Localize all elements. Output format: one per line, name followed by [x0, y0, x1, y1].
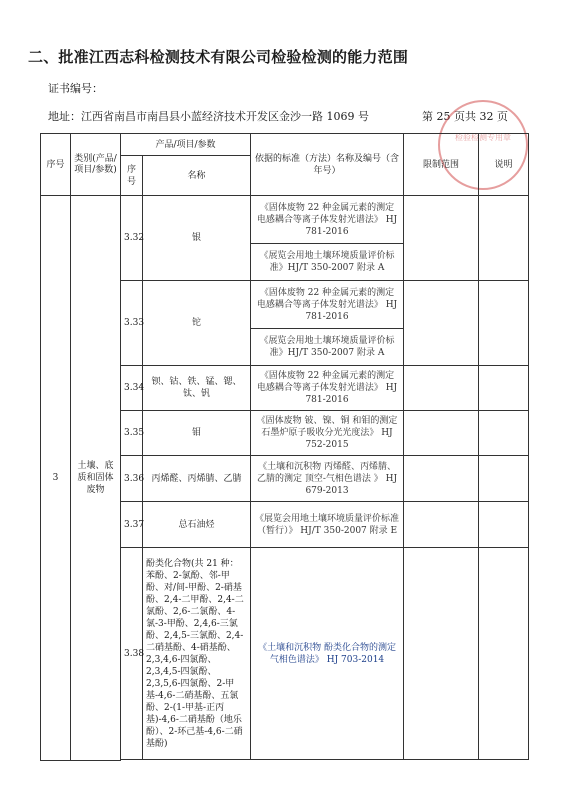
row-standard: 《固体废物 22 种金属元素的测定 电感耦合等离子体发射光谱法》 HJ 781-2016: [251, 196, 404, 244]
row-standard: 《展览会用地土壤环境质量评价标准（暂行）》 HJ/T 350-2007 附录 E: [251, 502, 404, 548]
row-note: [479, 411, 529, 456]
row-id: 3.34: [121, 366, 143, 411]
row-standard: 《土壤和沉积物 酚类化合物的测定 气相色谱法》 HJ 703-2014: [251, 548, 404, 760]
row-standard: 《固体废物 22 种金属元素的测定 电感耦合等离子体发射光谱法》 HJ 781-2016: [251, 366, 404, 411]
header-standard: 依据的标准（方法）名称及编号（含年号）: [251, 134, 404, 196]
row-limit: [404, 502, 479, 548]
row-limit: [404, 281, 479, 366]
row-name: 总石油烃: [143, 502, 251, 548]
row-standard: 《展览会用地土壤环境质量评价标准》HJ/T 350-2007 附录 A: [251, 329, 404, 366]
header-category: 类别(产品/项目/参数): [71, 134, 121, 196]
row-limit: [404, 456, 479, 502]
address-text: 地址：江西省南昌市南昌县小蓝经济技术开发区金沙一路 1069 号: [48, 110, 369, 123]
header-seq: 序号: [41, 134, 71, 196]
row-note: [479, 456, 529, 502]
row-name: 丙烯醛、丙烯腈、乙腈: [143, 456, 251, 502]
row-id: 3.33: [121, 281, 143, 366]
row-name: 酚类化合物(共 21 种：苯酚、2-氯酚、邻-甲酚、对/间-甲酚、2-硝基酚、2,4-二甲酚、2,4-二氯酚、2,6-二氯酚、4-氯-3-甲酚、2,4,6-三氯酚、2,4,5-三氯酚、2,4-二硝基酚、4-硝基酚、2,3,4,6-四氯酚、2,3,4,5-四氯酚、2,3,5,6-四氯酚、2-甲基-4,6-二硝基酚、五氯酚、2-(1-甲基-正丙基)-4,6-二硝基酚（地乐酚）、2-环己基-4,6-二硝基酚): [143, 548, 251, 760]
row-limit: [404, 366, 479, 411]
seal-text: 检验检测专用章: [455, 133, 511, 142]
scope-table: [40, 133, 529, 761]
row-id: 3.38: [121, 548, 143, 760]
row-limit: [404, 196, 479, 281]
address-row: [48, 108, 508, 124]
row-id: 3.37: [121, 502, 143, 548]
row-standard: 《土壤和沉积物 丙烯醛、丙烯腈、乙腈的测定 顶空-气相色谱法 》 HJ 679-2013: [251, 456, 404, 502]
cert-number-label: 证书编号：: [48, 82, 103, 95]
row-standard: 《展览会用地土壤环境质量评价标准》HJ/T 350-2007 附录 A: [251, 244, 404, 281]
row-id: 3.32: [121, 196, 143, 281]
row-id: 3.35: [121, 411, 143, 456]
row-note: [479, 548, 529, 760]
row-limit: [404, 548, 479, 760]
header-sub-seq: 序号: [121, 156, 143, 196]
page-number: 第 25 页共 32 页: [422, 110, 508, 123]
title-lab-name: 江西志科检测技术有限公司: [88, 48, 272, 66]
row-name: 铊: [143, 281, 251, 366]
header-product: 产品/项目/参数: [121, 134, 251, 156]
title-prefix: 二、批准: [28, 48, 89, 66]
header-name: 名称: [143, 156, 251, 196]
header-note: 说明: [479, 134, 529, 196]
row-standard: 《固体废物 22 种金属元素的测定 电感耦合等离子体发射光谱法》 HJ 781-2016: [251, 281, 404, 329]
row-name: 银: [143, 196, 251, 281]
row-note: [479, 196, 529, 281]
row-id: 3.36: [121, 456, 143, 502]
title-suffix: 检验检测的能力范围: [271, 48, 409, 66]
row-name: 钡、钴、铁、锰、锶、钛、钒: [143, 366, 251, 411]
row-limit: [404, 411, 479, 456]
row-note: [479, 502, 529, 548]
row-name: 钼: [143, 411, 251, 456]
page-title: [28, 46, 548, 67]
group-seq: 3: [41, 196, 71, 761]
row-standard: 《固体废物 铍、镍、铜 和钼的测定 石墨炉原子吸收分光光度法》 HJ 752-2015: [251, 411, 404, 456]
row-note: [479, 366, 529, 411]
header-limit: 限制范围: [404, 134, 479, 196]
group-category: 土壤、底质和固体废物: [71, 196, 121, 761]
row-note: [479, 281, 529, 366]
